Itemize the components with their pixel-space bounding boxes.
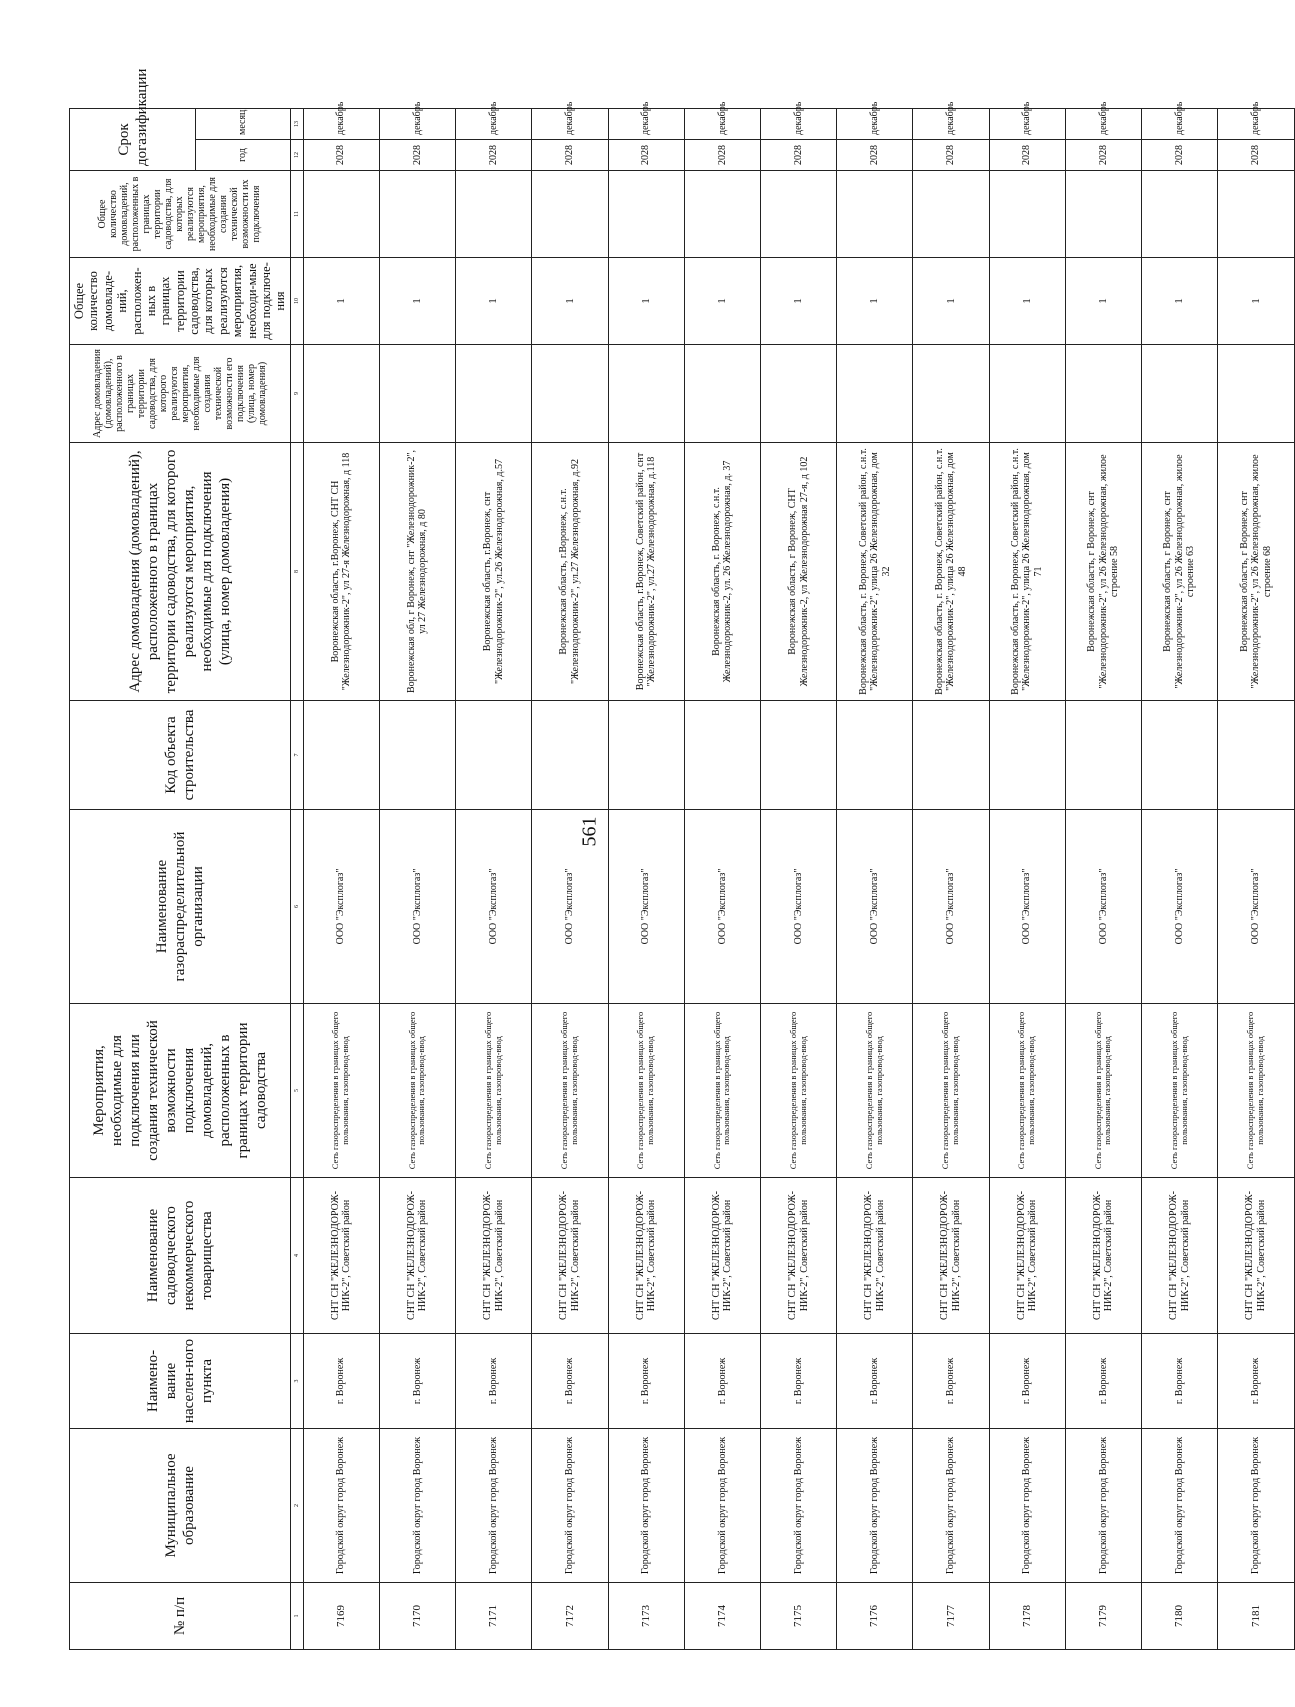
column-number: 6	[290, 810, 303, 1004]
gas-org-cell: ООО "Эксплогаз"	[913, 810, 989, 1004]
object-code-cell	[456, 701, 532, 810]
address-connect-cell: Воронежская область, г.Воронеж, снт "Железнодорожник-2", ул.26 Железнодорожная, д.57	[456, 443, 532, 701]
address-create-cell	[303, 345, 379, 443]
total-create-cell	[913, 171, 989, 258]
header-month: месяц	[196, 108, 291, 139]
partnership-cell: СНТ СН "ЖЕЛЕЗНОДОРОЖ-НИК-2", Советский район	[303, 1178, 379, 1334]
settlement-cell: г. Воронеж	[913, 1334, 989, 1429]
total-create-cell	[1142, 171, 1218, 258]
measures-cell: Сеть газораспределения в границах общего пользования, газопровод-ввод	[837, 1004, 913, 1178]
measures-cell: Сеть газораспределения в границах общего пользования, газопровод-ввод	[913, 1004, 989, 1178]
object-code-cell	[913, 701, 989, 810]
address-create-cell	[379, 345, 455, 443]
gas-org-cell: ООО "Эксплогаз"	[532, 810, 608, 1004]
row-number-cell: 7180	[1142, 1583, 1218, 1650]
total-connect-cell: 1	[684, 258, 760, 345]
header-settlement: Наимено-вание населен-ного пункта	[70, 1334, 291, 1429]
address-create-cell	[684, 345, 760, 443]
total-create-cell	[1065, 171, 1141, 258]
settlement-cell: г. Воронеж	[532, 1334, 608, 1429]
settlement-cell: г. Воронеж	[608, 1334, 684, 1429]
header-deadline: Срок догазификации	[70, 108, 196, 170]
table-row	[608, 108, 684, 1649]
address-create-cell	[1218, 345, 1294, 443]
year-cell: 2028	[1218, 140, 1294, 171]
column-number: 1	[290, 1583, 303, 1650]
month-cell: декабрь	[989, 108, 1065, 139]
measures-cell: Сеть газораспределения в границах общего пользования, газопровод-ввод	[760, 1004, 836, 1178]
measures-cell: Сеть газораспределения в границах общего пользования, газопровод-ввод	[1218, 1004, 1294, 1178]
total-create-cell	[379, 171, 455, 258]
total-create-cell	[989, 171, 1065, 258]
total-connect-cell: 1	[1142, 258, 1218, 345]
address-create-cell	[1065, 345, 1141, 443]
measures-cell: Сеть газораспределения в границах общего пользования, газопровод-ввод	[379, 1004, 455, 1178]
column-number: 5	[290, 1004, 303, 1178]
total-create-cell	[608, 171, 684, 258]
address-connect-cell: Воронежская область, г.Воронеж, Советский район, снт "Железнодорожник-2", ул.27 Железнодорожная, д.118	[608, 443, 684, 701]
address-connect-cell: Воронежская область, г Воронеж, снт "Железнодорожник-2", ул 26 Железнодорожная, жилое строение 63	[1142, 443, 1218, 701]
partnership-cell: СНТ СН "ЖЕЛЕЗНОДОРОЖ-НИК-2", Советский район	[760, 1178, 836, 1334]
address-connect-cell: Воронежская область, г. Воронеж, с.н.т. Железнодорожник-2, ул. 26 Железнодорожная, д. 37	[684, 443, 760, 701]
object-code-cell	[1218, 701, 1294, 810]
object-code-cell	[837, 701, 913, 810]
row-number-cell: 7175	[760, 1583, 836, 1650]
table-row	[303, 108, 379, 1649]
year-cell: 2028	[760, 140, 836, 171]
settlement-cell: г. Воронеж	[760, 1334, 836, 1429]
settlement-cell: г. Воронеж	[837, 1334, 913, 1429]
month-cell: декабрь	[608, 108, 684, 139]
header-municipality: Муниципальное образование	[70, 1429, 291, 1583]
partnership-cell: СНТ СН "ЖЕЛЕЗНОДОРОЖ-НИК-2", Советский район	[456, 1178, 532, 1334]
table-row	[913, 108, 989, 1649]
month-cell: декабрь	[1065, 108, 1141, 139]
year-cell: 2028	[684, 140, 760, 171]
settlement-cell: г. Воронеж	[989, 1334, 1065, 1429]
month-cell: декабрь	[1142, 108, 1218, 139]
total-create-cell	[456, 171, 532, 258]
gas-org-cell: ООО "Эксплогаз"	[1142, 810, 1218, 1004]
row-number-cell: 7179	[1065, 1583, 1141, 1650]
row-number-cell: 7176	[837, 1583, 913, 1650]
settlement-cell: г. Воронеж	[456, 1334, 532, 1429]
municipality-cell: Городской округ город Воронеж	[1142, 1429, 1218, 1583]
object-code-cell	[379, 701, 455, 810]
measures-cell: Сеть газораспределения в границах общего пользования, газопровод-ввод	[684, 1004, 760, 1178]
gas-org-cell: ООО "Эксплогаз"	[379, 810, 455, 1004]
total-create-cell	[684, 171, 760, 258]
year-cell: 2028	[532, 140, 608, 171]
partnership-cell: СНТ СН "ЖЕЛЕЗНОДОРОЖ-НИК-2", Советский район	[1065, 1178, 1141, 1334]
column-number: 2	[290, 1429, 303, 1583]
partnership-cell: СНТ СН "ЖЕЛЕЗНОДОРОЖ-НИК-2", Советский район	[379, 1178, 455, 1334]
header-num: № п/п	[70, 1583, 291, 1650]
measures-cell: Сеть газораспределения в границах общего пользования, газопровод-ввод	[1142, 1004, 1218, 1178]
partnership-cell: СНТ СН "ЖЕЛЕЗНОДОРОЖ-НИК-2", Советский район	[837, 1178, 913, 1334]
year-cell: 2028	[989, 140, 1065, 171]
year-cell: 2028	[1142, 140, 1218, 171]
header-object-code: Код объекта строительства	[70, 701, 291, 810]
total-connect-cell: 1	[837, 258, 913, 345]
column-number: 13	[290, 108, 303, 139]
month-cell: декабрь	[837, 108, 913, 139]
month-cell: декабрь	[456, 108, 532, 139]
month-cell: декабрь	[303, 108, 379, 139]
address-connect-cell: Воронежская область, г.Воронеж, с.н.т. "Железнодорожник-2", ул.27 Железнодорожная, д.92	[532, 443, 608, 701]
partnership-cell: СНТ СН "ЖЕЛЕЗНОДОРОЖ-НИК-2", Советский район	[684, 1178, 760, 1334]
column-number: 9	[290, 345, 303, 443]
total-connect-cell: 1	[760, 258, 836, 345]
total-connect-cell: 1	[1218, 258, 1294, 345]
address-connect-cell: Воронежская область, г. Воронеж, Советский район, с.н.т. "Железнодорожник-2", улица 26 Железнодорожная, дом 71	[989, 443, 1065, 701]
total-connect-cell: 1	[608, 258, 684, 345]
year-cell: 2028	[379, 140, 455, 171]
column-number: 12	[290, 140, 303, 171]
gas-org-cell: ООО "Эксплогаз"	[608, 810, 684, 1004]
header-total-create: Общее количество домовладений, расположенных в границах территории садоводства, для которых реализуются мероприятия, необходимые для создания технической возможности их подключения	[70, 171, 291, 258]
settlement-cell: г. Воронеж	[1142, 1334, 1218, 1429]
object-code-cell	[608, 701, 684, 810]
municipality-cell: Городской округ город Воронеж	[684, 1429, 760, 1583]
total-create-cell	[532, 171, 608, 258]
column-number: 7	[290, 701, 303, 810]
object-code-cell	[989, 701, 1065, 810]
column-number: 4	[290, 1178, 303, 1334]
column-number: 3	[290, 1334, 303, 1429]
municipality-cell: Городской округ город Воронеж	[379, 1429, 455, 1583]
municipality-cell: Городской округ город Воронеж	[837, 1429, 913, 1583]
row-number-cell: 7177	[913, 1583, 989, 1650]
header-gas-org: Наименование газораспределительной организации	[70, 810, 291, 1004]
gas-org-cell: ООО "Эксплогаз"	[684, 810, 760, 1004]
object-code-cell	[1065, 701, 1141, 810]
column-number: 8	[290, 443, 303, 701]
total-connect-cell: 1	[379, 258, 455, 345]
partnership-cell: СНТ СН "ЖЕЛЕЗНОДОРОЖ-НИК-2", Советский район	[608, 1178, 684, 1334]
year-cell: 2028	[837, 140, 913, 171]
table-row	[1218, 108, 1294, 1649]
municipality-cell: Городской округ город Воронеж	[913, 1429, 989, 1583]
row-number-cell: 7171	[456, 1583, 532, 1650]
address-create-cell	[989, 345, 1065, 443]
municipality-cell: Городской округ город Воронеж	[456, 1429, 532, 1583]
total-connect-cell: 1	[913, 258, 989, 345]
table-row	[379, 108, 455, 1649]
year-cell: 2028	[1065, 140, 1141, 171]
row-number-cell: 7181	[1218, 1583, 1294, 1650]
month-cell: декабрь	[379, 108, 455, 139]
total-create-cell	[760, 171, 836, 258]
municipality-cell: Городской округ город Воронеж	[608, 1429, 684, 1583]
address-create-cell	[1142, 345, 1218, 443]
total-connect-cell: 1	[989, 258, 1065, 345]
municipality-cell: Городской округ город Воронеж	[1065, 1429, 1141, 1583]
gas-org-cell: ООО "Эксплогаз"	[760, 810, 836, 1004]
partnership-cell: СНТ СН "ЖЕЛЕЗНОДОРОЖ-НИК-2", Советский район	[913, 1178, 989, 1334]
gas-org-cell: ООО "Эксплогаз"	[303, 810, 379, 1004]
total-create-cell	[303, 171, 379, 258]
table-row	[760, 108, 836, 1649]
gas-org-cell: ООО "Эксплогаз"	[1218, 810, 1294, 1004]
year-cell: 2028	[456, 140, 532, 171]
object-code-cell	[684, 701, 760, 810]
column-number: 11	[290, 171, 303, 258]
row-number-cell: 7174	[684, 1583, 760, 1650]
total-connect-cell: 1	[1065, 258, 1141, 345]
header-partnership: Наименование садоводческого некоммерческого товарищества	[70, 1178, 291, 1334]
gasification-table	[69, 68, 1295, 1650]
row-number-cell: 7173	[608, 1583, 684, 1650]
header-measures: Мероприятия, необходимые для подключения или создания технической возможности подключения домовладений, расположенных в границах территории садоводства	[70, 1004, 291, 1178]
address-connect-cell: Воронежская область, г Воронеж, снт "Железнодорожник-2", ул 26 Железнодорожная, жилое строение 58	[1065, 443, 1141, 701]
table-body	[303, 101, 1294, 1649]
settlement-cell: г. Воронеж	[1065, 1334, 1141, 1429]
settlement-cell: г. Воронеж	[303, 1334, 379, 1429]
table-row	[1065, 108, 1141, 1649]
total-connect-cell: 1	[532, 258, 608, 345]
address-create-cell	[837, 345, 913, 443]
address-connect-cell: Воронежская область, г. Воронеж, Советский район, с.н.т. "Железнодорожник-2", улица 26 Железнодорожная, дом 48	[913, 443, 989, 701]
measures-cell: Сеть газораспределения в границах общего пользования, газопровод-ввод	[532, 1004, 608, 1178]
table-row	[837, 108, 913, 1649]
address-connect-cell: Воронежская область, г. Воронеж, Советский район, с.н.т. "Железнодорожник-2", улица 26 Железнодорожная, дом 32	[837, 443, 913, 701]
total-create-cell	[1218, 171, 1294, 258]
row-number-cell: 7172	[532, 1583, 608, 1650]
month-cell: декабрь	[1218, 108, 1294, 139]
measures-cell: Сеть газораспределения в границах общего пользования, газопровод-ввод	[303, 1004, 379, 1178]
address-connect-cell: Воронежская область, г Воронеж, снт "Железнодорожник-2", ул 26 Железнодорожная, жилое строение 68	[1218, 443, 1294, 701]
table-row	[1142, 108, 1218, 1649]
year-cell: 2028	[608, 140, 684, 171]
object-code-cell	[1142, 701, 1218, 810]
object-code-cell	[303, 701, 379, 810]
municipality-cell: Городской округ город Воронеж	[1218, 1429, 1294, 1583]
municipality-cell: Городской округ город Воронеж	[303, 1429, 379, 1583]
municipality-cell: Городской округ город Воронеж	[989, 1429, 1065, 1583]
total-connect-cell: 1	[303, 258, 379, 345]
partnership-cell: СНТ СН "ЖЕЛЕЗНОДОРОЖ-НИК-2", Советский район	[532, 1178, 608, 1334]
gas-org-cell: ООО "Эксплогаз"	[456, 810, 532, 1004]
address-connect-cell: Воронежская обл, г Воронеж, снт "Железнодорожник-2", ул 27 Железнодорожная, д 80	[379, 443, 455, 701]
settlement-cell: г. Воронеж	[684, 1334, 760, 1429]
table-row	[684, 108, 760, 1649]
gas-org-cell: ООО "Эксплогаз"	[989, 810, 1065, 1004]
measures-cell: Сеть газораспределения в границах общего пользования, газопровод-ввод	[456, 1004, 532, 1178]
address-create-cell	[456, 345, 532, 443]
gas-org-cell: ООО "Эксплогаз"	[837, 810, 913, 1004]
month-cell: декабрь	[760, 108, 836, 139]
address-create-cell	[608, 345, 684, 443]
address-create-cell	[532, 345, 608, 443]
table-row	[989, 108, 1065, 1649]
row-number-cell: 7169	[303, 1583, 379, 1650]
header-year: год	[196, 140, 291, 171]
column-number: 10	[290, 258, 303, 345]
partnership-cell: СНТ СН "ЖЕЛЕЗНОДОРОЖ-НИК-2", Советский район	[1142, 1178, 1218, 1334]
partnership-cell: СНТ СН "ЖЕЛЕЗНОДОРОЖ-НИК-2", Советский район	[989, 1178, 1065, 1334]
year-cell: 2028	[913, 140, 989, 171]
object-code-cell	[532, 701, 608, 810]
table-row	[532, 108, 608, 1649]
address-connect-cell: Воронежская область, г Воронеж, СНТ Железнодорожник-2, ул Железнодорожная 27-я, д 102	[760, 443, 836, 701]
month-cell: декабрь	[532, 108, 608, 139]
header-address-create: Адрес домовладения (домовладений), расположенного в границах территории садоводства, для которого реализуются мероприятия, необходимые для создания технической возможности его подключения (улица, номер домовладения)	[70, 345, 291, 443]
total-connect-cell: 1	[456, 258, 532, 345]
settlement-cell: г. Воронеж	[379, 1334, 455, 1429]
measures-cell: Сеть газораспределения в границах общего пользования, газопровод-ввод	[1065, 1004, 1141, 1178]
address-create-cell	[760, 345, 836, 443]
page-number: 561	[578, 816, 601, 847]
partnership-cell: СНТ СН "ЖЕЛЕЗНОДОРОЖ-НИК-2", Советский район	[1218, 1178, 1294, 1334]
measures-cell: Сеть газораспределения в границах общего пользования, газопровод-ввод	[989, 1004, 1065, 1178]
month-cell: декабрь	[913, 108, 989, 139]
gas-org-cell: ООО "Эксплогаз"	[1065, 810, 1141, 1004]
measures-cell: Сеть газораспределения в границах общего пользования, газопровод-ввод	[608, 1004, 684, 1178]
object-code-cell	[760, 701, 836, 810]
address-connect-cell: Воронежская область, г.Воронеж, СНТ СН "Железнодорожник-2", ул 27-я Железнодорожная, д 118	[303, 443, 379, 701]
total-create-cell	[837, 171, 913, 258]
municipality-cell: Городской округ город Воронеж	[532, 1429, 608, 1583]
table-row	[456, 108, 532, 1649]
header-address-connect: Адрес домовладения (домовладений), расположенного в границах территории садоводства, для которого реализуются мероприятия, необходимые для подключения (улица, номер домовладения)	[70, 443, 291, 701]
settlement-cell: г. Воронеж	[1218, 1334, 1294, 1429]
rotated-table-container	[69, 68, 1277, 1650]
year-cell: 2028	[303, 140, 379, 171]
municipality-cell: Городской округ город Воронеж	[760, 1429, 836, 1583]
address-create-cell	[913, 345, 989, 443]
month-cell: декабрь	[684, 108, 760, 139]
row-number-cell: 7170	[379, 1583, 455, 1650]
row-number-cell: 7178	[989, 1583, 1065, 1650]
header-total-connect: Общее количество домовладе-ний, расположен-ных в границах территории садоводства, для которых реализуются мероприятия, необходи-мые для подключе-ния	[70, 258, 291, 345]
